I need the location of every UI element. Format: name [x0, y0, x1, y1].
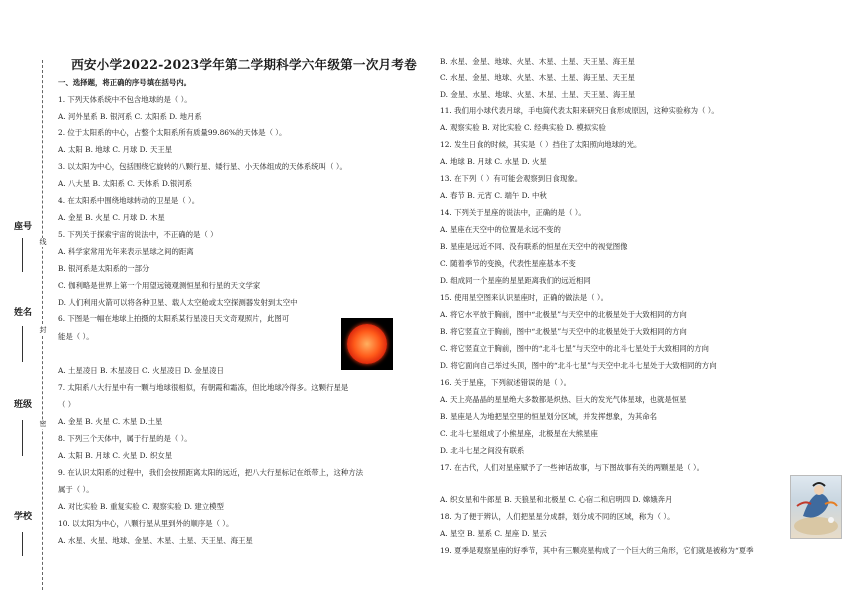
binding-dashed-line	[42, 60, 43, 590]
question-line: 11. 我们用小球代表月球，手电筒代表太阳来研究日食形成原因，这种实验称为（ ）。	[440, 106, 719, 115]
question-line: 2. 位于太阳系的中心，占整个太阳系所有质量99.86%的天体是（ ）。	[58, 128, 287, 137]
seat-number-label: 座号	[13, 222, 32, 232]
question-line: 13. 在下列（ ）有可能会观察到日食现象。	[440, 174, 583, 183]
option-line: A. 星空 B. 星系 C. 星座 D. 星云	[440, 529, 547, 538]
option-line: A. 土星凌日 B. 木星凌日 C. 火星凌日 D. 金星凌日	[58, 366, 224, 375]
seal-mark-feng: 封	[39, 326, 47, 334]
option-line: D. 将它面向自己举过头顶，图中的“北斗七星”与天空中北斗七星处于大致相同的方向	[440, 361, 717, 370]
option-line: C. 水星、金星、地球、火星、木星、土星、海王星、天王星	[440, 73, 635, 82]
option-line: B. 星座是远近不同、没有联系的恒星在天空中的视觉图像	[440, 242, 628, 251]
question-line: 7. 太阳系八大行星中有一颗与地球很相似，有朝霞和霜冻，但比地球冷得多。这颗行星是	[58, 383, 349, 392]
option-line: A. 八大星 B. 太阳系 C. 天体系 D.银河系	[58, 179, 193, 188]
question-line: 15. 使用星空图来认识星座时，正确的做法是（ ）。	[440, 293, 608, 302]
question-line: 能是（ ）。	[58, 332, 94, 341]
class-blank	[22, 420, 23, 456]
option-line: A. 星座在天空中的位置是永远不变的	[440, 225, 561, 234]
question-line: 16. 关于星座，下列叙述错误的是（ ）。	[440, 378, 572, 387]
option-line: D. 北斗七星之间没有联系	[440, 446, 525, 455]
option-line: D. 人们利用火箭可以将各种卫星、载人太空舱或太空探测器发射到太空中	[58, 298, 298, 307]
question-line: 14. 下列关于星座的说法中，正确的是（ ）。	[440, 208, 586, 217]
option-line: A. 织女星和牛郎星 B. 天狼星和北极星 C. 心宿二和启明四 D. 嫦娥奔月	[440, 495, 673, 504]
option-line: A. 对比实验 B. 重复实验 C. 观察实验 D. 建立模型	[58, 502, 224, 511]
binding-margin	[0, 0, 60, 608]
question-line: 19. 夏季是观察星座的好季节，其中有三颗亮星构成了一个巨大的三角形，它们就是被称为“夏季	[440, 546, 754, 555]
exam-title: 西安小学2022-2023学年第二学期科学六年级第一次月考卷	[71, 57, 417, 72]
myth-illustration-art	[791, 476, 841, 538]
question-line: 1. 下列天体系统中不包含地球的是（ ）。	[58, 95, 192, 104]
question-line: 10. 以太阳为中心，八颗行星从里到外的顺序是（ ）。	[58, 519, 234, 528]
option-line: A. 将它水平放于胸前，图中“北极星”与天空中的北极星处于大致相同的方向	[440, 310, 687, 319]
seal-mark-xian: 线	[39, 238, 47, 246]
option-line: B. 星座是人为地把星空里的恒星划分区域，并发挥想象，为其命名	[440, 412, 658, 421]
name-blank	[22, 326, 23, 362]
question-line: 4. 在太阳系中围绕地球转动的卫星是（ ）。	[58, 196, 200, 205]
option-line: A. 春节 B. 元宵 C. 端午 D. 中秋	[440, 191, 547, 200]
question-line: 5. 下列关于探索宇宙的说法中，不正确的是（ ）	[58, 230, 218, 239]
question-line: 8. 下列三个天体中，属于行星的是（ ）。	[58, 434, 192, 443]
question-line: 18. 为了便于辨认，人们把星星分成群，划分成不同的区域，称为（ ）。	[440, 512, 675, 521]
option-line: D. 组成同一个星座的星星距离我们的远近相同	[440, 276, 591, 285]
school-field[interactable]	[10, 496, 36, 556]
option-line: B. 水星、金星、地球、火星、木星、土星、天王星、海王星	[440, 57, 635, 66]
question-line: 17. 在古代，人们对星座赋予了一些神话故事，与下图故事有关的两颗星是（ ）。	[440, 463, 705, 472]
seat-number-field[interactable]	[10, 212, 36, 272]
option-line: A. 太阳 B. 月球 C. 火星 D. 织女星	[58, 451, 173, 460]
option-line: A. 观察实验 B. 对比实验 C. 经典实验 D. 模拟实验	[440, 123, 606, 132]
option-line: A. 科学家常用光年来表示星球之间的距离	[58, 247, 194, 256]
seal-mark-mi: 密	[39, 420, 47, 428]
option-line: A. 地球 B. 月球 C. 水星 D. 火星	[440, 157, 547, 166]
option-line: B. 将它竖直立于胸前，图中“北极星”与天空中的北极星处于大致相同的方向	[440, 327, 687, 336]
section-heading: 一、选择题，将正确的序号填在括号内。	[58, 78, 192, 87]
question-line: （ ）	[58, 400, 76, 409]
name-field[interactable]	[10, 300, 36, 362]
name-label: 姓名	[13, 308, 32, 318]
option-line: A. 水星、火星、地球、金星、木星、土星、天王星、海王星	[58, 536, 253, 545]
question-line: 6. 下图是一幅在地球上拍摄的太阳系某行星凌日天文奇观照片，此图可	[58, 314, 290, 323]
planet-transit-photo	[341, 318, 393, 370]
option-line: A. 河外星系 B. 银河系 C. 太阳系 D. 地月系	[58, 112, 202, 121]
option-line: D. 金星、水星、地球、火星、木星、土星、天王星、海王星	[440, 90, 636, 99]
question-line: 9. 在认识太阳系的过程中，我们会按照距离太阳的远近，把八大行星标记在纸带上，这种方法	[58, 468, 364, 477]
school-label: 学校	[13, 512, 32, 522]
option-line: C. 伽利略是世界上第一个用望远镜观测恒星和行星的天文学家	[58, 281, 261, 290]
class-field[interactable]	[10, 396, 36, 456]
question-line: 12. 发生日食的时候，其实是（ ）挡住了太阳照向地球的光。	[440, 140, 642, 149]
option-line: A. 太阳 B. 地球 C. 月球 D. 天王星	[58, 145, 173, 154]
class-label: 班级	[13, 400, 32, 410]
myth-illustration	[790, 475, 842, 539]
option-line: C. 将它竖直立于胸前，图中的“北斗七星”与天空中的北斗七星处于大致相同的方向	[440, 344, 709, 353]
option-line: B. 银河系是太阳系的一部分	[58, 264, 150, 273]
option-line: C. 随着季节的变换，代表性星座基本不变	[440, 259, 576, 268]
option-line: A. 金星 B. 火星 C. 月球 D. 木星	[58, 213, 165, 222]
option-line: C. 北斗七星组成了小熊星座，北极星在大熊星座	[440, 429, 598, 438]
seat-number-blank	[22, 238, 23, 272]
question-line: 3. 以太阳为中心，包括围绕它旋转的八颗行星、矮行星、小天体组成的天体系统叫（ ）。	[58, 162, 347, 171]
school-blank	[22, 532, 23, 556]
option-line: A. 天上亮晶晶的星星绝大多数都是炽热、巨大的发光气体星球，也就是恒星	[440, 395, 687, 404]
question-line: 属于（ ）。	[58, 485, 94, 494]
option-line: A. 金星 B. 火星 C. 木星 D.土星	[58, 417, 163, 426]
